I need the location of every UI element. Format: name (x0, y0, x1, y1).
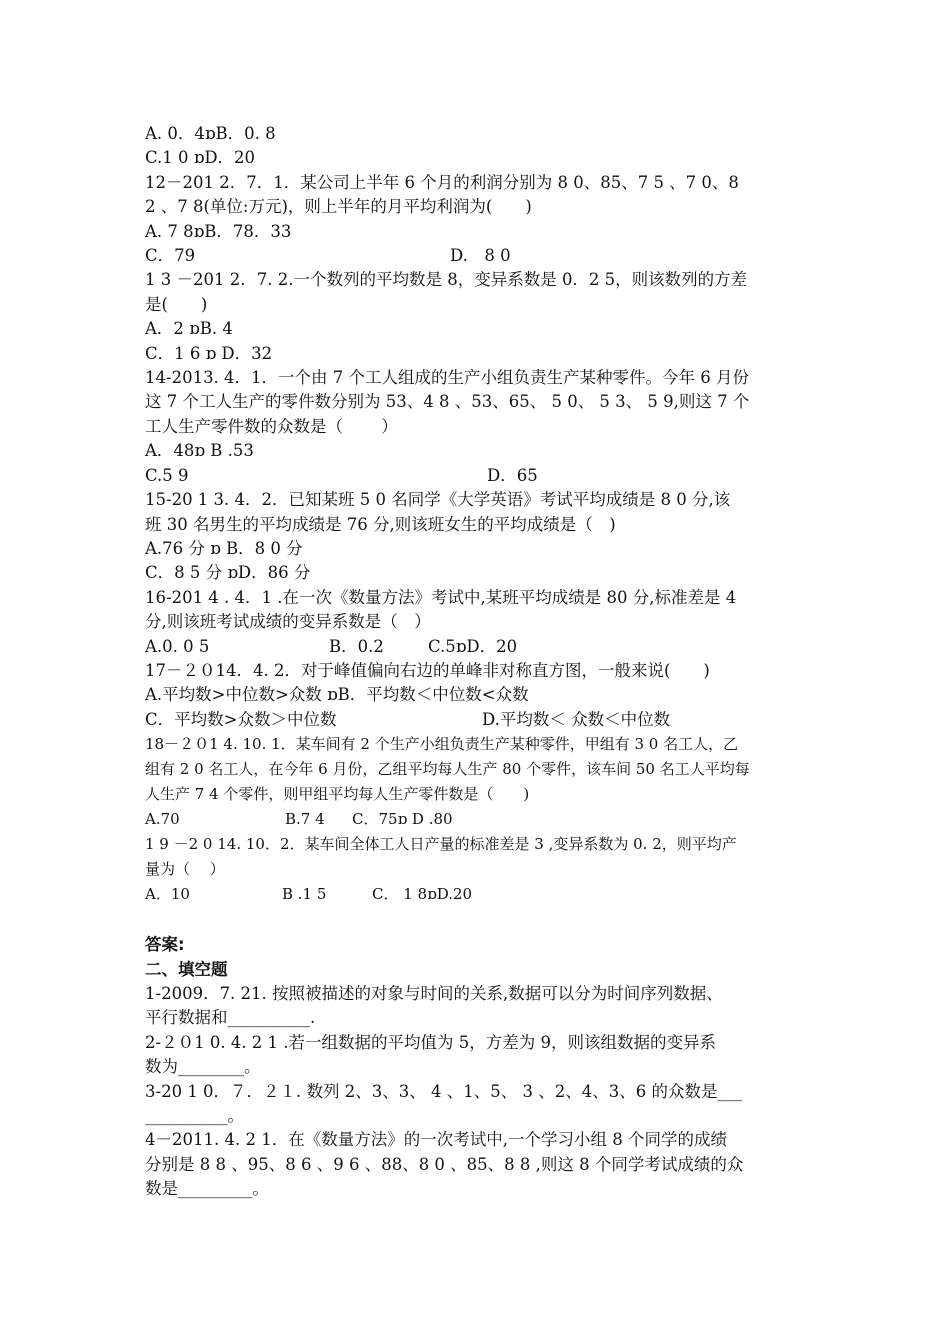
q14-stem-line-2: 这 7 个工人生产的零件数分别为 53、4 8 、53、65、 5 0、 5 3、 5 9,则这 7 个 (145, 392, 750, 412)
q15-option-cd: C．8 5 分 ɒD．86 分 (145, 563, 311, 583)
q14-stem-line-3: 工人生产零件数的众数是（ ） (145, 416, 398, 436)
f3-stem-line-1: 3-20 1 0．７．２１. 数列 2、3、3、 4 、1、5、 3 、2、4、3、6 的众数是___ (145, 1081, 743, 1101)
q18-options (145, 807, 810, 832)
q15-option-ab: A.76 分 ɒ B．8 0 分 (145, 538, 303, 558)
q17-option-ab: A.平均数>中位数>众数 ɒB．平均数＜中位数<众数 (145, 685, 529, 705)
q13-stem-line-1: 1 3 －201 2．7. 2.一个数列的平均数是 8，变异系数是 0．2 5，则该数列的方差 (145, 270, 748, 290)
q16-option-cd: C.5ɒD．20 (428, 636, 518, 656)
q19-stem-line-2: 量为（ ） (145, 860, 225, 879)
q14-option-cd (145, 464, 810, 488)
q12-option-d: D. 8 0 (450, 246, 511, 266)
q12-option-ab: A. 7 8ɒB．78．33 (145, 221, 292, 241)
answer-heading: 答案: (145, 935, 185, 955)
f1-stem-line-1: 1-2009．7. 21. 按照被描述的对象与时间的关系,数据可以分为时间序列数据、 (145, 983, 723, 1003)
q13-option-cd: C．1 6 ɒ D．32 (145, 343, 273, 363)
f4-stem-line-2: 分别是 8 8 、95、8 6 、9 6 、88、8 0 、85、8 8 ,则这 8 个同学考试成绩的众 (145, 1154, 744, 1174)
q19-option-b: B .1 5 (282, 885, 327, 904)
q19-stem-line-1: 1 9 －2 0 14. 10．2．某车间全体工人日产量的标准差是 3 ,变异系数为 0. 2，则平均产 (145, 835, 737, 854)
section-gap (145, 907, 810, 933)
f2-stem-line-2: 数为________。 (145, 1057, 261, 1077)
q14-stem-line-1: 14-2013. 4．1．一个由 7 个工人组成的生产小组负责生产某种零件。今年 6 月份 (145, 368, 750, 388)
q17-option-c: C．平均数>众数＞中位数 (145, 709, 337, 729)
q13-option-ab: A．2 ɒB. 4 (145, 319, 233, 339)
q18-option-a: A.70 (145, 810, 180, 829)
q16-option-a: A.0. 0 5 (145, 636, 210, 656)
q12-option-cd (145, 244, 810, 268)
q19-option-cd: C． 1 8ɒD.20 (372, 885, 473, 904)
q18-option-cd: C．75ɒ D .80 (352, 810, 453, 829)
q17-stem-line-1: 17－２０14．4. 2．对于峰值偏向右边的单峰非对称直方图，一般来说( ) (145, 660, 710, 680)
f4-stem-line-3: 数是_________。 (145, 1179, 269, 1199)
q13-stem-line-2: 是( ) (145, 294, 208, 314)
q18-stem-line-2: 组有 2 0 名工人，在今年 6 月份，乙组平均每人生产 80 个零件，该车间 50 名工人平均每 (145, 760, 750, 779)
q12-stem-line-1: 12－201 2．7．1．某公司上半年 6 个月的利润分别为 8 0、85、7 5 、7 0、8 (145, 172, 739, 192)
q11-option-cd: C.1 0 ɒD．20 (145, 148, 256, 168)
q16-stem-line-1: 16-201 4 . 4．1 .在一次《数量方法》考试中,某班平均成绩是 80 分,标准差是 4 (145, 587, 737, 607)
q16-option-b: B．0.2 (329, 636, 384, 656)
document-page (145, 122, 810, 1202)
q16-options (145, 635, 810, 659)
fill-blank-section-heading: 二、填空题 (145, 959, 228, 979)
f2-stem-line-1: 2-２０1 0. 4. 2 1 .若一组数据的平均值为 5，方差为 9，则该组数据的变异系 (145, 1032, 717, 1052)
q19-option-a: A．10 (145, 885, 190, 904)
f3-stem-line-2: __________。 (145, 1106, 244, 1125)
q18-option-b: B.7 4 (285, 810, 325, 829)
q17-option-cd (145, 708, 810, 732)
q18-stem-line-1: 18－２０1 4. 10. 1．某车间有 2 个生产小组负责生产某种零件，甲组有 3 0 名工人，乙 (145, 735, 739, 754)
q14-option-c: C.5 9 (145, 465, 189, 485)
q18-stem-line-3: 人生产 7 4 个零件，则甲组平均每人生产零件数是（ ) (145, 785, 530, 804)
q16-stem-line-2: 分,则该班考试成绩的变异系数是（ ） (145, 612, 431, 632)
q15-stem-line-1: 15-20 1 3. 4．2．已知某班 5 0 名同学《大学英语》考试平均成绩是 8 0 分,该 (145, 490, 731, 510)
q14-option-ab: A．48ɒ B .53 (145, 441, 254, 461)
f4-stem-line-1: 4－2011. 4. 2 1．在《数量方法》的一次考试中,一个学习小组 8 个同学的成绩 (145, 1130, 727, 1150)
f1-stem-line-2: 平行数据和__________. (145, 1008, 316, 1028)
q12-stem-line-2: 2 、7 8(单位:万元)，则上半年的月平均利润为( ) (145, 197, 532, 217)
q15-stem-line-2: 班 30 名男生的平均成绩是 76 分,则该班女生的平均成绩是（ ) (145, 514, 616, 534)
q11-option-ab: A. 0．4ɒB．0. 8 (145, 124, 276, 143)
q12-option-c: C．79 (145, 246, 196, 266)
q17-option-d: D.平均数＜ 众数＜中位数 (482, 709, 671, 729)
q19-options (145, 882, 810, 907)
q14-option-d: D．65 (487, 465, 538, 485)
